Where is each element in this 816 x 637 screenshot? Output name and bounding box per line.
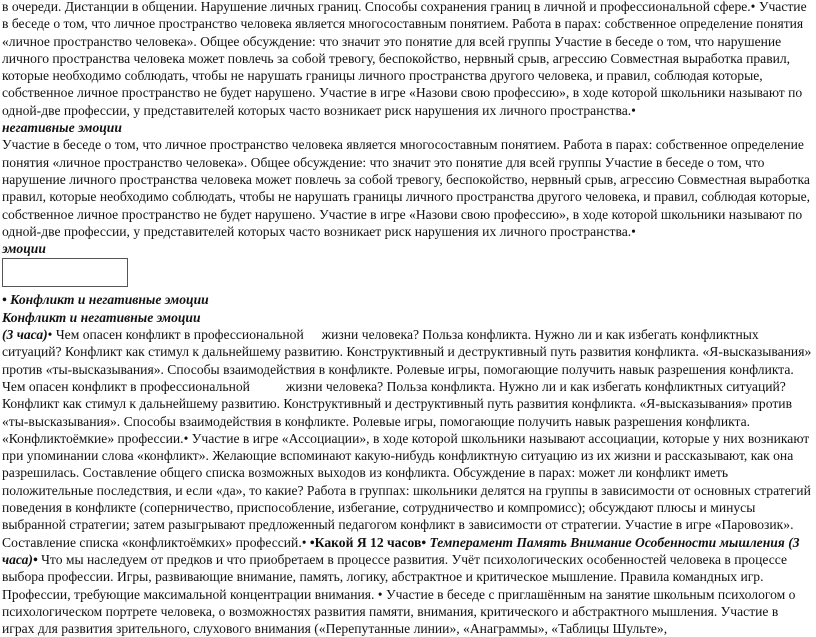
heading-conflict: Конфликт и негативные эмоции [2,309,201,325]
paragraph-personal-space-repeat: Участие в беседе о том, что личное пространство человека является многосоставным понятием. Работа в парах: собственное определение понятия «личное пространство человека». Общее обсуждение: что значит это понятие для всей группы Участие в беседе о том, что нарушение личного пространства человека может повлечь за собой тревогу, беспокойство, нервный срыв, агрессию Совместная выработка правил, которые необходимо соблюдать, чтобы не нарушать границы личного пространства другого человека, и правил, соблюдая которые, собственное личное пространство не будет нарушено. Участие в игре «Назови свою профессию», в ходе которой школьники называют по одной-две профессии, у представителей которых часто возникает риск нарушения их личного пространства.• [2,137,811,239]
section-what-am-i: •Какой Я 12 часов• [306,534,427,550]
document-body [2,0,814,637]
heading-negative-emotions: негативные эмоции [2,120,122,136]
heading-emotions: эмоции [2,241,46,257]
conflict-intro-rest: жизни человека? Польза конфликта. Нужно ли и как избегать конфликтных ситуаций? Конфликт как стимул к дальнейшему развитию. Конструктивный и деструктивный путь развития конфликта. «Я-высказывания» против «ты-высказывания». Способы взаимодействия в конфликте. Ролевые игры, помогающие получить навык разрешения конфликта. [2,327,812,377]
conflict-details-rest: жизни человека? Польза конфликта. Нужно ли и как избегать конфликтных ситуаций? Конфликт как стимул к дальнейшему развитию. Конструктивный и деструктивный путь развития конфликта. «Я-высказывания» против «ты-высказывания». Способы взаимодействия в конфликте. Ролевые игры, помогающие получить навык разрешения конфликта. «Конфликтоёмкие» профессии.• Участие в игре «Ассоциации», в ходе которой школьники называют ассоциации, которые у них возникают при упоминании слова «конфликт». Желающие вспоминают какую-нибудь конфликтную ситуацию из их жизни и рассказывают, как она разрешилась. Составление общего списка возможных выходов из конфликта. Обсуждение в парах: может ли конфликт иметь положительные последствия, и если «да», то какие? Работа в группах: школьники делятся на группы в зависимости от основных стратегий поведения в конфликте (соперничество, приспособление, избегание, сотрудничество и компромисс); обсуждают плюсы и минусы выбранной стратегии; затем разыгрывают предложенный педагогом конфликт в зависимости от стратегии. Участие в игре «Паровозик». Составление списка «конфликтоёмких» профессий.• [2,378,811,550]
conflict-details-start: Чем опасен конфликт в профессиональной [2,378,250,394]
paragraph-personal-space: в очереди. Дистанции в общении. Нарушение личных границ. Способы сохранения границ в личной и профессиональной сфере.• Участие в беседе о том, что личное пространство человека является многосоставным понятием. Работа в парах: собственное определение понятия «личное пространство человека». Общее обсуждение: что значит это понятие для всей группы Участие в беседе о том, что нарушение личного пространства человека может повлечь за собой тревогу, беспокойство, нервный срыв, агрессию Совместная выработка правил, которые необходимо соблюдать, чтобы не нарушать границы личного пространства другого человека, и правил, соблюдая которые, собственное личное пространство не будет нарушено. Участие в игре «Назови свою профессию», в ходе которой школьники называют по одной-две профессии, у представителей которых часто возникает риск нарушения их личного пространства.• [2,0,807,118]
hours-label: (3 часа) [2,327,48,343]
section-temperament: Темперамент Память Внимание Особенности мышления (3 часа)• [2,534,800,567]
empty-table-cell [2,258,128,287]
conflict-intro-start: • Чем опасен конфликт в профессиональной [47,327,304,343]
heading-conflict-bullet: • Конфликт и негативные эмоции [2,292,209,308]
paragraph-conflict-details [2,378,814,637]
temperament-text: Что мы наследуем от предков и что приобретаем в процессе развития. Учёт психологических особенностей человека в процессе выбора профессии. Игры, развивающие внимание, память, логику, абстрактное и критическое мышление. Правила командных игр. Профессии, требующие максимальной концентрации внимания. • Участие в беседе с приглашённым на занятие школьным психологом о психологическом портрете человека, о возможностях развития памяти, внимания, критического и абстрактного мышления. Участие в играх для развития зрительного, слухового внимания («Перепутанные линии», «Анаграммы», «Таблицы Шульте», [2,551,796,637]
paragraph-conflict-intro [2,326,814,378]
